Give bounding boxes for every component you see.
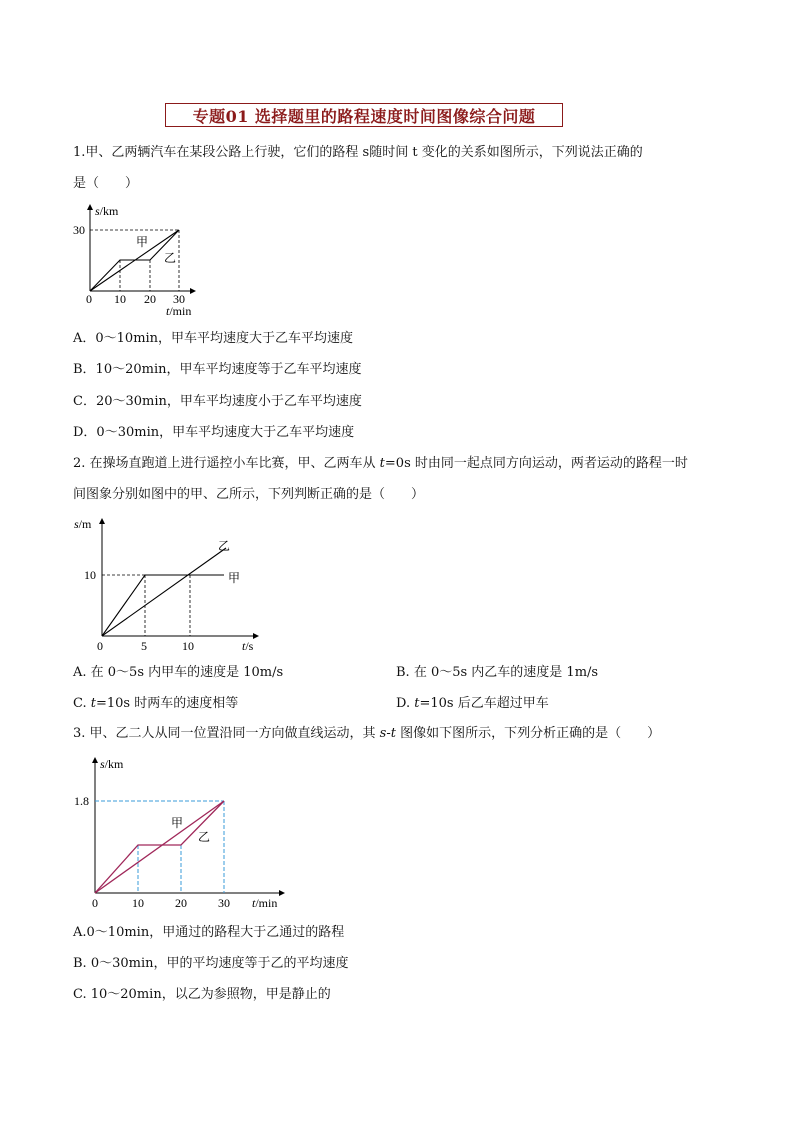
q2-option-d-post: =10s 后乙车超过甲车 — [419, 696, 549, 711]
q2-label-yi: 乙 — [218, 539, 231, 553]
q2-line-yi — [102, 548, 226, 636]
q2-origin: 0 — [97, 639, 103, 653]
q2-option-c — [73, 695, 238, 713]
q3-xtick-10: 10 — [132, 896, 144, 910]
q2-option-d — [396, 695, 549, 713]
q1-chart — [70, 198, 210, 320]
q3-option-b: B. 0～30min，甲的平均速度等于乙的平均速度 — [73, 956, 349, 971]
q2-xlabel-unit: /s — [245, 639, 254, 653]
q2-stem-pre: 2. 在操场直跑道上进行遥控小车比赛，甲、乙两车从 — [73, 456, 380, 471]
q1-stem-line1: 1.甲、乙两辆汽车在某段公路上行驶，它们的路程 s随时间 t 变化的关系如图所示，下列说法正确的 — [73, 145, 643, 160]
q1-xlabel-unit: /min — [169, 304, 192, 318]
q2-stem-post: =0s 时由同一起点同方向运动，两者运动的路程一时 — [384, 456, 688, 471]
q3-option-c: C. 10～20min，以乙为参照物，甲是静止的 — [73, 987, 331, 1002]
q2-xlabel-var: t — [242, 639, 246, 653]
q1-option-b: B．10～20min，甲车平均速度等于乙车平均速度 — [73, 362, 362, 377]
q3-xlabel-var: t — [252, 896, 256, 910]
q2-ylabel-unit: /m — [78, 517, 92, 531]
q3-stem-post: 图像如下图所示，下列分析正确的是（ ） — [395, 726, 661, 741]
q2-option-c-pre: C. — [73, 696, 91, 711]
q2-stem-var: t — [379, 456, 385, 471]
q1-ylabel-var: s — [95, 204, 100, 218]
q3-stem-var: s-t — [379, 726, 396, 741]
q3-stem-pre: 3. 甲、乙二人从同一位置沿同一方向做直线运动，其 — [73, 726, 380, 741]
q3-ylabel-var: s — [100, 757, 105, 771]
q1-xtick-30: 30 — [173, 292, 185, 306]
q1-option-d: D．0～30min，甲车平均速度大于乙车平均速度 — [73, 425, 355, 440]
svg-text:s/m — [74, 517, 92, 531]
svg-text:t/s — [242, 639, 254, 653]
q1-option-c: C．20～30min，甲车平均速度小于乙车平均速度 — [73, 394, 362, 409]
svg-text:t/min — [166, 304, 191, 318]
q2-xtick-5: 5 — [141, 639, 147, 653]
q2-chart — [72, 512, 272, 658]
q1-xtick-20: 20 — [144, 292, 156, 306]
q2-ytick-10: 10 — [84, 568, 96, 582]
q3-line-yi — [95, 801, 224, 893]
q2-option-a: A. 在 0～5s 内甲车的速度是 10m/s — [73, 665, 284, 680]
q2-line-jia — [102, 575, 224, 636]
q2-option-d-var: t — [414, 696, 420, 711]
q3-option-a: A.0～10min，甲通过的路程大于乙通过的路程 — [73, 925, 345, 940]
q2-label-jia: 甲 — [228, 571, 241, 585]
q1-option-a: A．0～10min，甲车平均速度大于乙车平均速度 — [73, 331, 354, 346]
svg-text:s/km — [100, 757, 124, 771]
q3-label-jia: 甲 — [171, 816, 184, 830]
q3-ylabel-unit: /km — [104, 757, 124, 771]
q1-label-yi: 乙 — [164, 251, 177, 265]
q1-xlabel-var: t — [166, 304, 170, 318]
q3-xtick-30: 30 — [218, 896, 230, 910]
q1-ytick-30: 30 — [73, 223, 85, 237]
q2-option-b: B. 在 0～5s 内乙车的速度是 1m/s — [396, 665, 599, 680]
q2-stem-line1 — [73, 455, 688, 473]
svg-text:s/km — [95, 204, 119, 218]
q1-xtick-10: 10 — [114, 292, 126, 306]
q1-label-jia: 甲 — [136, 235, 149, 249]
q2-option-c-post: =10s 时两车的速度相等 — [95, 696, 239, 711]
q1-origin: 0 — [86, 292, 92, 306]
q1-stem-line2: 是（ ） — [73, 176, 139, 191]
q2-xtick-10: 10 — [182, 639, 194, 653]
page-title: 专题01 选择题里的路程速度时间图像综合问题 — [192, 106, 536, 126]
q3-label-yi: 乙 — [198, 830, 211, 844]
q2-option-d-pre: D. — [396, 696, 415, 711]
q1-ylabel-unit: /km — [99, 204, 119, 218]
q3-origin: 0 — [92, 896, 98, 910]
q2-option-c-var: t — [90, 696, 96, 711]
q3-stem — [73, 725, 660, 743]
page-title-box — [165, 103, 563, 127]
svg-text:t/min — [252, 896, 277, 910]
q3-chart — [72, 752, 292, 914]
q3-xlabel-unit: /min — [255, 896, 278, 910]
q3-ytick-1-8: 1.8 — [74, 794, 89, 808]
q3-xtick-20: 20 — [175, 896, 187, 910]
q2-ylabel-var: s — [74, 517, 79, 531]
q2-stem-line2: 间图象分别如图中的甲、乙所示，下列判断正确的是（ ） — [73, 487, 425, 502]
